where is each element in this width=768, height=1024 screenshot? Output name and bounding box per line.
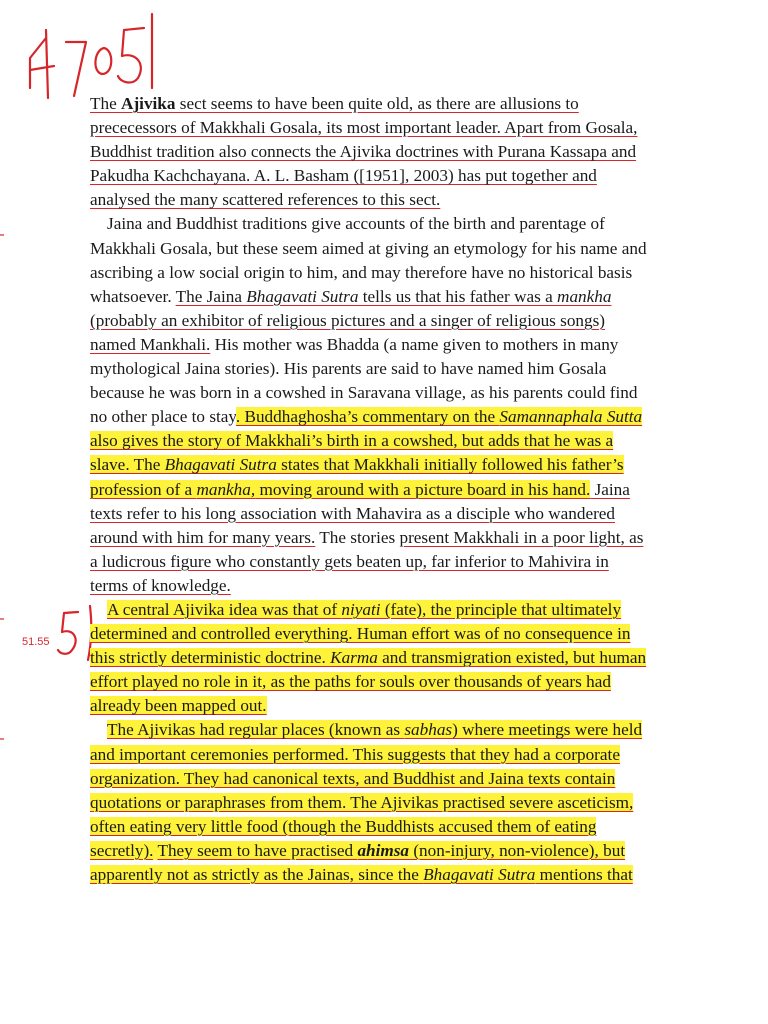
margin-note: 51.55 bbox=[22, 636, 50, 648]
text-line bbox=[90, 333, 686, 357]
text-span: The stories bbox=[315, 527, 400, 547]
underlined-text: Bhagavati Sutra bbox=[246, 286, 359, 306]
text-span: Makkhali Gosala, but these seem aimed at giving an etymology for his name and bbox=[90, 238, 647, 258]
highlighted-text: and important ceremonies performed. This suggests that they had a corporate bbox=[90, 744, 620, 764]
text-line bbox=[90, 357, 686, 381]
text-span: His mother was Bhadda (a name given to mothers in many bbox=[210, 334, 619, 354]
text-line bbox=[90, 646, 686, 670]
highlighted-text: ) where meetings were held bbox=[452, 720, 643, 740]
text-line bbox=[90, 622, 686, 646]
highlighted-text: moving around with a picture board in his hand. bbox=[255, 479, 591, 499]
text-line bbox=[90, 188, 686, 212]
underlined-text: terms of knowledge. bbox=[90, 575, 231, 595]
text-line bbox=[90, 116, 686, 140]
text-line bbox=[90, 453, 686, 477]
highlighted-text: organization. They had canonical texts, and Buddhist and Jaina texts contain bbox=[90, 768, 616, 788]
handwritten-section-marker bbox=[58, 606, 91, 660]
underlined-text: tells us that his father was a bbox=[358, 286, 558, 306]
highlighted-text: effort played no role in it, as the paths for souls over thousands of years had bbox=[90, 672, 611, 692]
handwritten-digit-5b bbox=[58, 612, 78, 654]
text-line bbox=[90, 526, 686, 550]
handwritten-digit-0 bbox=[95, 48, 111, 74]
text-line bbox=[90, 767, 686, 791]
handwritten-digit-5 bbox=[118, 28, 144, 82]
text-line bbox=[90, 743, 686, 767]
highlighted-text: quotations or paraphrases from them. The Ajivikas practised severe asceticism, bbox=[90, 792, 634, 812]
highlighted-text: apparently not as strictly as the Jainas, since the bbox=[90, 865, 424, 884]
handwritten-page-number bbox=[30, 14, 152, 98]
underlined-text: present Makkhali in a poor light, as bbox=[399, 527, 644, 547]
underlined-text: Ajivika bbox=[121, 94, 176, 113]
text-line bbox=[90, 237, 686, 261]
text-span: whatsoever. bbox=[90, 286, 176, 306]
text-line bbox=[90, 429, 686, 453]
underlined-text: Buddhist tradition also connects the Ajivika doctrines with Purana Kassapa and bbox=[90, 142, 637, 162]
highlighted-text: secretly). bbox=[90, 840, 154, 860]
text-line bbox=[90, 598, 686, 622]
underlined-text: a ludicrous figure who constantly gets beaten up, far inferior to Mahivira in bbox=[90, 551, 609, 571]
highlighted-text: (fate), the principle that ultimately bbox=[380, 599, 622, 619]
text-line bbox=[90, 261, 686, 285]
highlighted-text: Bhagavati Sutra bbox=[423, 865, 536, 884]
text-line bbox=[90, 815, 686, 839]
highlighted-text: this strictly deterministic doctrine. bbox=[90, 648, 331, 668]
underlined-text: analysed the many scattered references to this sect. bbox=[90, 190, 441, 210]
highlighted-text: . Buddhaghosha’s commentary on the bbox=[235, 407, 500, 427]
text-line bbox=[90, 140, 686, 164]
text-line bbox=[90, 718, 686, 742]
text-line bbox=[90, 92, 686, 116]
underlined-text: around with him for many years. bbox=[90, 527, 316, 547]
highlighted-text: The Ajivikas had regular places (known as bbox=[107, 720, 405, 740]
text-line bbox=[90, 550, 686, 574]
text-line bbox=[90, 502, 686, 526]
text-line bbox=[90, 285, 686, 309]
text-line bbox=[90, 694, 686, 718]
text-span: no other place to stay bbox=[90, 407, 236, 427]
highlighted-text: also gives the story of Makkhali’s birth in a cowshed, but adds that he was a bbox=[90, 431, 614, 451]
text-span: mythological Jaina stories). His parents are said to have named him Gosala bbox=[90, 359, 607, 379]
highlighted-text: sabhas bbox=[404, 720, 453, 740]
underlined-text: prececessors of Makkhali Gosala, its most important leader. Apart from Gosala, bbox=[90, 118, 638, 138]
underlined-text: Jaina bbox=[590, 479, 630, 499]
text-span: Jaina and Buddhist traditions give accounts of the birth and parentage of bbox=[107, 214, 605, 234]
text-line bbox=[90, 164, 686, 188]
text-line bbox=[90, 478, 686, 502]
highlighted-text: Bhagavati Sutra bbox=[164, 455, 277, 475]
text-line bbox=[90, 791, 686, 815]
highlighted-text: mentions that bbox=[535, 865, 633, 884]
text-span: because he was born in a cowshed in Saravana village, as his parents could find bbox=[90, 383, 638, 403]
highlighted-text: slave. The bbox=[90, 455, 165, 475]
text-line bbox=[90, 309, 686, 333]
highlighted-text: niyati bbox=[341, 599, 381, 619]
highlighted-text: already been mapped out. bbox=[90, 696, 267, 716]
text-line bbox=[90, 670, 686, 694]
underlined-text: mankha bbox=[557, 286, 612, 306]
handwritten-digit-7 bbox=[66, 42, 86, 96]
underlined-text: texts refer to his long association with Mahavira as a disciple who wandered bbox=[90, 503, 616, 523]
highlighted-text: mankha, bbox=[196, 479, 256, 499]
text-span: ascribing a low social origin to him, and may therefore have no historical basis bbox=[90, 262, 633, 282]
highlighted-text: (non-injury, non-violence), but bbox=[409, 840, 626, 860]
underlined-text: Pakudha Kachchayana. A. L. Basham ([1951], 2003) has put together and bbox=[90, 166, 597, 186]
highlighted-text: They seem to have practised bbox=[157, 840, 358, 860]
underlined-text: The bbox=[90, 94, 122, 113]
highlighted-text: states that Makkhali initially followed his father’s bbox=[276, 455, 624, 475]
underlined-text: sect seems to have been quite old, as there are allusions to bbox=[175, 94, 579, 113]
body-text bbox=[90, 92, 686, 887]
highlighted-text: ahimsa bbox=[357, 840, 410, 860]
text-line bbox=[90, 381, 686, 405]
text-line bbox=[90, 574, 686, 598]
text-line bbox=[90, 405, 686, 429]
highlighted-text: determined and controlled everything. Human effort was of no consequence in bbox=[90, 624, 631, 644]
text-line bbox=[90, 863, 686, 887]
text-line bbox=[90, 839, 686, 863]
highlighted-text: and transmigration existed, but human bbox=[377, 648, 647, 668]
highlighted-text: A central Ajivika idea was that of bbox=[107, 599, 342, 619]
highlighted-text: profession of a bbox=[90, 479, 197, 499]
handwritten-digit-4 bbox=[30, 30, 54, 98]
highlighted-text: often eating very little food (though the Buddhists accused them of eating bbox=[90, 816, 597, 836]
margin-ticks bbox=[0, 235, 4, 739]
highlighted-text: Samannaphala Sutta bbox=[499, 407, 643, 427]
underlined-text: named Mankhali. bbox=[90, 334, 211, 354]
text-line bbox=[90, 212, 686, 236]
underlined-text: (probably an exhibitor of religious pictures and a singer of religious songs) bbox=[90, 310, 606, 330]
highlighted-text: Karma bbox=[330, 648, 378, 668]
underlined-text: The Jaina bbox=[175, 286, 247, 306]
